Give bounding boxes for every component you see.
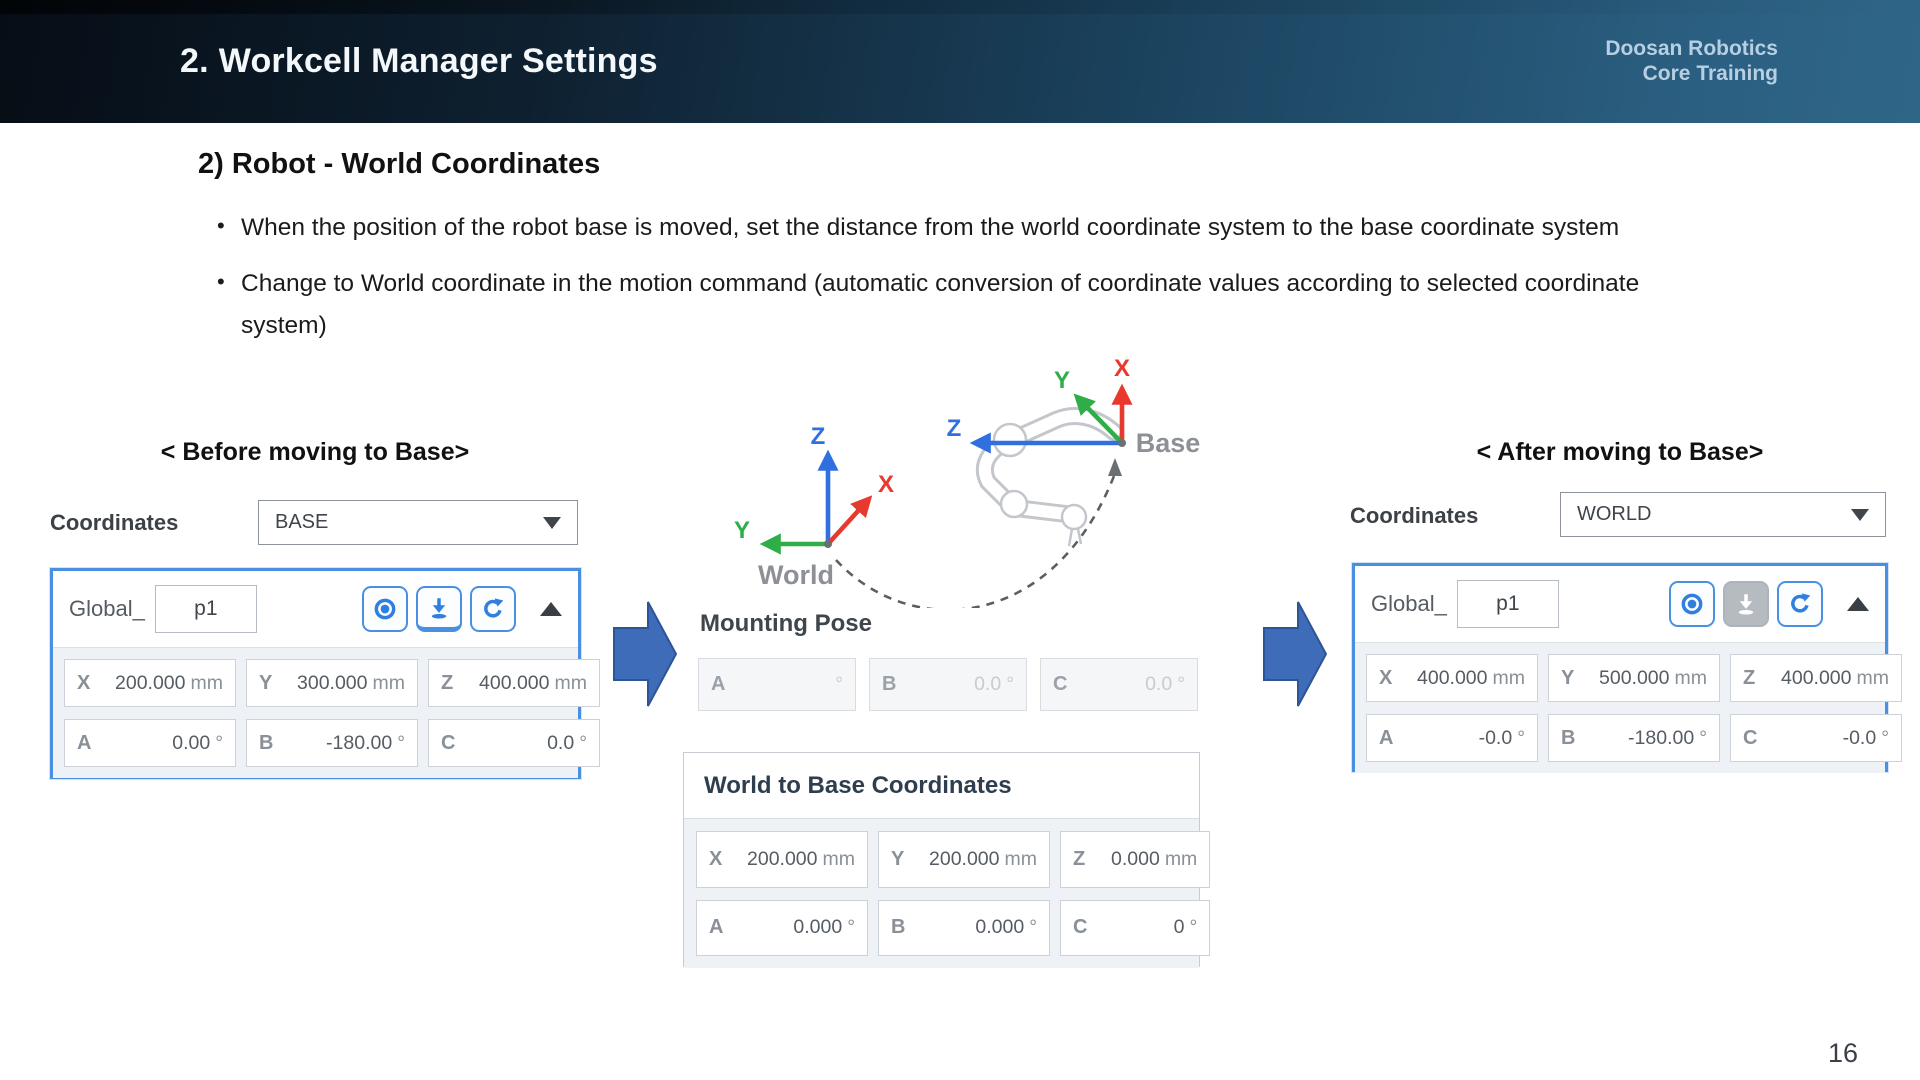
field-label: X <box>77 671 91 694</box>
world-to-base-title: World to Base Coordinates <box>684 753 1199 819</box>
before-global-label: Global_ <box>69 596 145 621</box>
world-frame <box>734 423 894 590</box>
base-y-label: Y <box>1053 367 1071 394</box>
before-field-c <box>428 719 600 767</box>
base-x-label: X <box>1113 355 1131 382</box>
get-position-button-disabled <box>1723 581 1769 627</box>
record-position-button[interactable] <box>1669 581 1715 627</box>
field-label: C <box>441 731 456 754</box>
record-position-button[interactable] <box>362 586 408 632</box>
field-value-disabled: 0.0 ° <box>974 673 1014 695</box>
refresh-button[interactable] <box>470 586 516 632</box>
after-panel-buttons <box>1669 581 1869 627</box>
before-coordinates-value: BASE <box>275 511 329 533</box>
after-point-panel <box>1352 563 1888 772</box>
field-value-input[interactable]: 0.000 mm <box>1111 847 1198 870</box>
mounting-pose-title: Mounting Pose <box>700 610 872 637</box>
mounting-field-a <box>698 658 856 711</box>
after-coordinates-select[interactable] <box>1560 492 1886 537</box>
field-value-input[interactable]: -180.00 ° <box>326 731 405 754</box>
brand-line-1: Doosan Robotics <box>1605 37 1778 61</box>
field-value-disabled: ° <box>835 673 843 695</box>
field-label: Z <box>1743 666 1756 689</box>
wtb-field-x <box>696 831 868 888</box>
field-value-input[interactable]: -0.0 ° <box>1478 726 1525 749</box>
bullet-item: • When the position of the robot base is moved, set the distance from the world coordinate system to the base coordinate system <box>215 207 1685 249</box>
field-value-input[interactable]: 200.000 mm <box>747 847 855 870</box>
download-icon <box>426 595 452 621</box>
field-value-input[interactable]: 0.0 ° <box>547 731 587 754</box>
before-field-a <box>64 719 236 767</box>
before-coordinates-label: Coordinates <box>50 510 179 535</box>
collapse-up-icon[interactable] <box>1847 597 1869 611</box>
world-label: World <box>758 560 834 590</box>
field-value-input[interactable]: 400.000 mm <box>479 671 587 694</box>
before-field-y <box>246 659 418 707</box>
after-field-x <box>1366 654 1538 702</box>
wtb-field-y <box>878 831 1050 888</box>
get-position-button[interactable] <box>416 586 462 632</box>
field-label: B <box>882 673 897 695</box>
field-value-input[interactable]: 0.00 ° <box>172 731 223 754</box>
field-value-input[interactable]: 0 ° <box>1173 916 1198 939</box>
after-field-y <box>1548 654 1720 702</box>
world-x-label: X <box>877 471 895 498</box>
before-point-name-input[interactable]: p1 <box>155 585 257 633</box>
section-title: 2) Robot - World Coordinates <box>198 148 601 180</box>
field-value-input[interactable]: 500.000 mm <box>1599 666 1707 689</box>
field-label: A <box>77 731 92 754</box>
wtb-field-a <box>696 900 868 957</box>
collapse-up-icon[interactable] <box>540 602 562 616</box>
after-panel-header <box>1355 566 1885 643</box>
field-value-input[interactable]: 400.000 mm <box>1417 666 1525 689</box>
brand-line-2: Core Training <box>1642 61 1778 85</box>
mounting-field-b <box>869 658 1027 711</box>
record-icon <box>372 596 398 622</box>
field-label: Z <box>1073 847 1086 870</box>
record-icon <box>1679 591 1705 617</box>
world-to-base-panel <box>683 752 1200 967</box>
field-label: B <box>1561 726 1576 749</box>
page-title-text: Workcell Manager Settings <box>218 42 658 80</box>
before-field-z <box>428 659 600 707</box>
field-label: A <box>709 916 724 939</box>
before-panel-buttons <box>362 586 562 632</box>
field-value-input[interactable]: -0.0 ° <box>1842 726 1889 749</box>
field-label: B <box>259 731 274 754</box>
world-y-label: Y <box>733 517 751 544</box>
field-label: Y <box>891 847 905 870</box>
wtb-field-z <box>1060 831 1210 888</box>
page-title-number: 2. <box>180 42 209 80</box>
world-base-diagram <box>700 340 1200 608</box>
base-label: Base <box>1135 428 1200 458</box>
before-caption: < Before moving to Base> <box>160 438 470 466</box>
page-number: 16 <box>1828 1038 1859 1068</box>
base-frame <box>947 355 1200 458</box>
after-fields-grid <box>1355 643 1889 773</box>
field-label: Z <box>441 671 454 694</box>
after-coordinates-label: Coordinates <box>1350 503 1479 528</box>
field-label: B <box>891 916 906 939</box>
wtb-field-b <box>878 900 1050 957</box>
field-value-input[interactable]: 0.000 ° <box>793 916 855 939</box>
bullet-list <box>215 207 1685 361</box>
after-field-b <box>1548 714 1720 762</box>
field-label: X <box>709 847 723 870</box>
brand-block <box>1605 0 1778 123</box>
refresh-button[interactable] <box>1777 581 1823 627</box>
wtb-field-c <box>1060 900 1210 957</box>
robot-arm-sketch <box>985 416 1114 546</box>
after-field-a <box>1366 714 1538 762</box>
field-label: C <box>1073 916 1088 939</box>
after-coordinates-value: WORLD <box>1577 503 1652 525</box>
field-value-input[interactable]: -180.00 ° <box>1628 726 1707 749</box>
before-fields-grid <box>53 648 587 778</box>
world-z-label: Z <box>810 423 826 450</box>
field-value-input[interactable]: 300.000 mm <box>297 671 405 694</box>
after-global-label: Global_ <box>1371 591 1447 616</box>
flow-arrow-left <box>613 598 677 710</box>
base-z-label: Z <box>946 415 962 442</box>
field-label: A <box>1379 726 1394 749</box>
field-value-input[interactable]: 400.000 mm <box>1781 666 1889 689</box>
mounting-pose-fields <box>698 658 1198 711</box>
field-label: Y <box>259 671 273 694</box>
field-label: A <box>711 673 726 695</box>
after-field-c <box>1730 714 1902 762</box>
chevron-down-icon <box>1851 509 1869 521</box>
chevron-down-icon <box>543 517 561 529</box>
field-label: C <box>1743 726 1758 749</box>
field-value-input[interactable]: 200.000 mm <box>115 671 223 694</box>
after-point-name-input[interactable]: p1 <box>1457 580 1559 628</box>
header-bar <box>0 0 1920 123</box>
bullet-item: • Change to World coordinate in the motion command (automatic conversion of coordinate values according to selected coordinate system) <box>215 263 1685 347</box>
field-label: C <box>1053 673 1068 695</box>
refresh-icon <box>1787 591 1813 617</box>
before-field-b <box>246 719 418 767</box>
world-to-base-grid <box>684 819 1199 968</box>
before-coordinates-select[interactable] <box>258 500 578 545</box>
page-title <box>180 0 658 123</box>
after-caption: < After moving to Base> <box>1476 438 1764 466</box>
before-point-panel <box>50 568 587 779</box>
field-label: X <box>1379 666 1393 689</box>
move-path-arrowhead <box>1108 458 1122 476</box>
flow-arrow-right <box>1263 598 1327 710</box>
before-field-x <box>64 659 236 707</box>
mounting-field-c <box>1040 658 1198 711</box>
field-value-input[interactable]: 0.000 ° <box>975 916 1037 939</box>
before-panel-header <box>53 571 578 648</box>
field-value-input[interactable]: 200.000 mm <box>929 847 1037 870</box>
field-value-disabled: 0.0 ° <box>1145 673 1185 695</box>
download-icon <box>1733 591 1759 617</box>
refresh-icon <box>480 596 506 622</box>
after-field-z <box>1730 654 1902 702</box>
field-label: Y <box>1561 666 1575 689</box>
